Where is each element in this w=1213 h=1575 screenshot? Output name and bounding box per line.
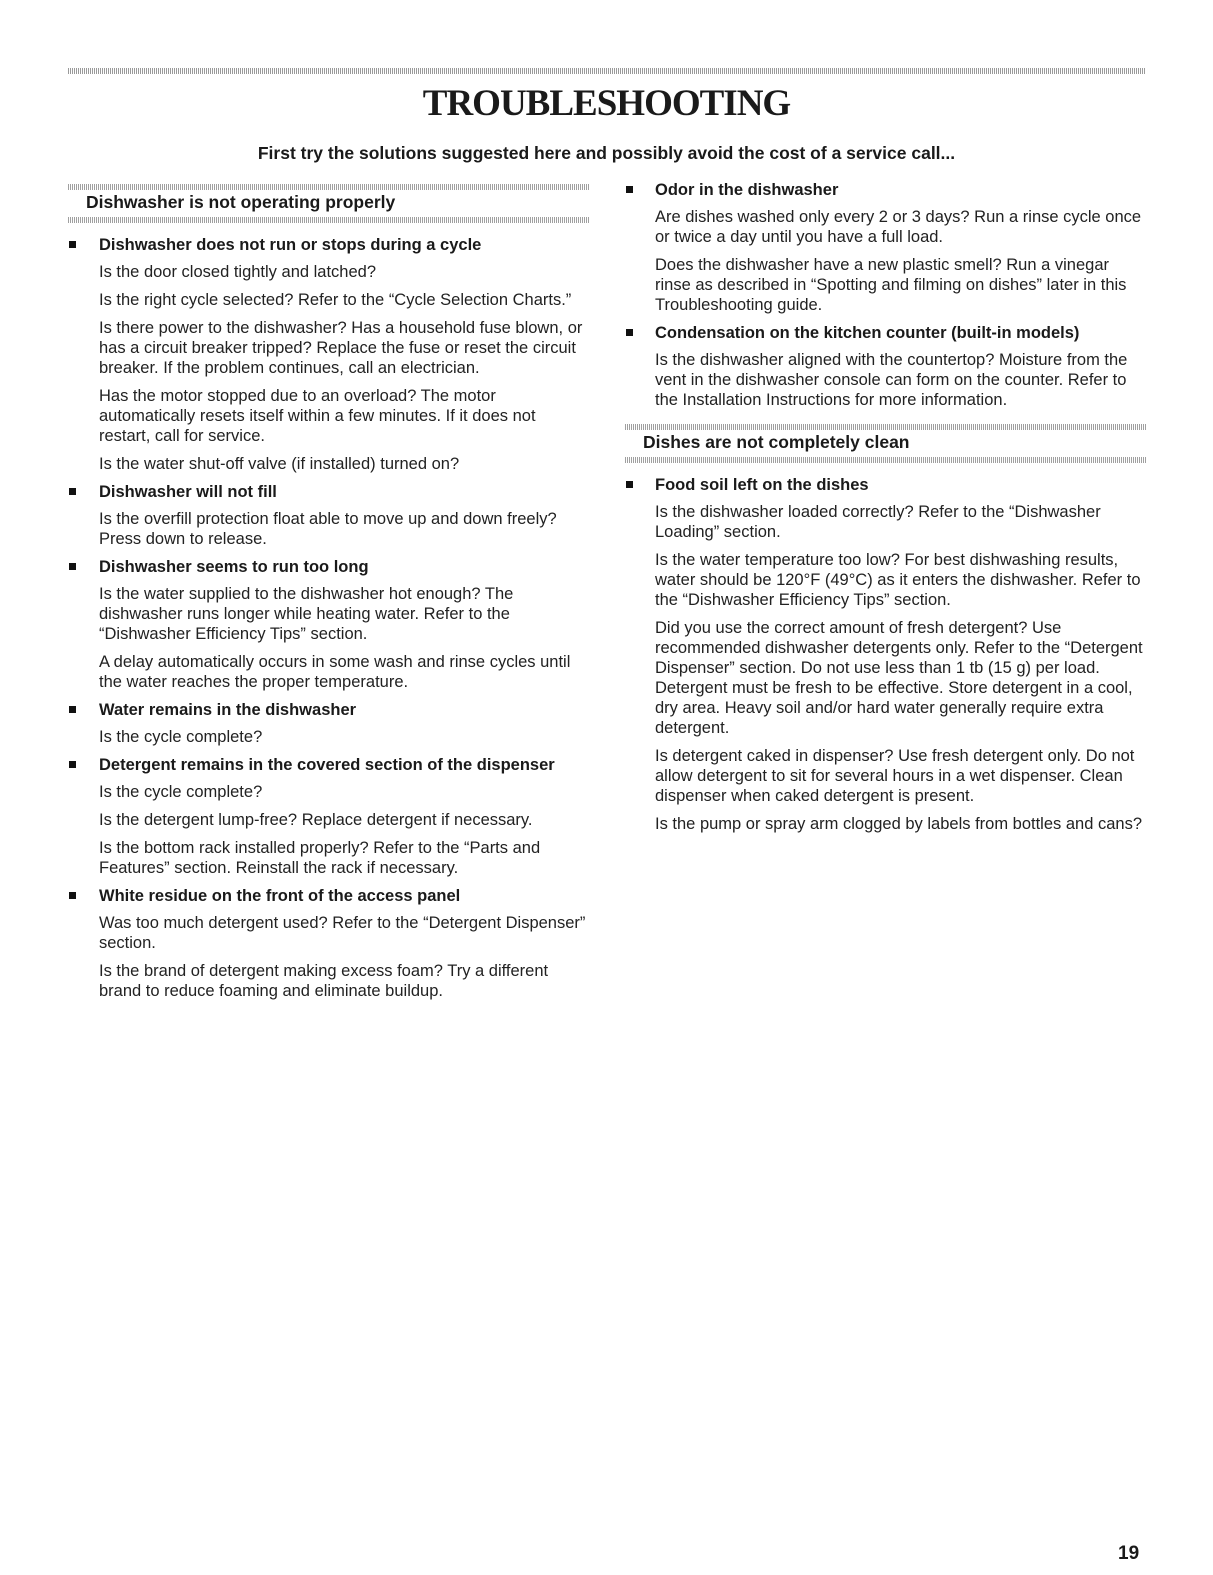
troubleshoot-item [68,482,590,549]
item-text: Is the door closed tightly and latched? [99,263,377,281]
bullet-icon [626,186,633,193]
top-divider [68,68,1146,74]
item-text: Is the pump or spray arm clogged by labels from bottles and cans? [655,815,1142,833]
troubleshoot-item [68,886,590,1001]
right-column [625,180,1147,842]
item-text: Is the water shut-off valve (if installed) turned on? [99,455,460,473]
item-text: Is the brand of detergent making excess foam? Try a different brand to reduce foaming and eliminate buildup. [99,962,549,1000]
troubleshoot-item [68,755,590,878]
page-subtitle: First try the solutions suggested here and possibly avoid the cost of a service call... [257,143,956,163]
section-heading-not-clean [625,420,1147,463]
bullet-icon [69,892,76,899]
item-text: Is there power to the dishwasher? Has a household fuse blown, or has a circuit breaker tripped? Replace the fuse or reset the circuit breaker. If the problem continues, call an electrician. [99,319,583,377]
troubleshoot-item [68,700,590,747]
item-heading: Condensation on the kitchen counter (built-in models) [625,323,1147,344]
bullet-icon [69,563,76,570]
troubleshoot-item [625,323,1147,410]
troubleshoot-item [625,475,1147,834]
troubleshoot-item [625,180,1147,315]
section-title: Dishwasher is not operating properly [86,192,396,212]
item-heading: White residue on the front of the access panel [68,886,590,907]
item-text: Is the overfill protection float able to move up and down freely? Press down to release. [99,510,557,548]
item-heading: Dishwasher will not fill [68,482,590,503]
troubleshoot-item [68,235,590,474]
item-heading: Water remains in the dishwasher [68,700,590,721]
item-text: Are dishes washed only every 2 or 3 days? Run a rinse cycle once or twice a day until you have a full load. [655,208,1142,246]
item-text: Is detergent caked in dispenser? Use fresh detergent only. Do not allow detergent to sit for several hours in a wet dispenser. Clean dispenser when caked detergent is present. [655,747,1135,805]
bullet-icon [69,761,76,768]
item-text: A delay automatically occurs in some wash and rinse cycles until the water reaches the proper temperature. [99,653,571,691]
item-text: Is the water supplied to the dishwasher hot enough? The dishwasher runs longer while heating water. Refer to the “Dishwasher Efficiency Tips” section. [99,585,514,643]
section-heading-not-operating [68,180,590,223]
item-text: Is the bottom rack installed properly? Refer to the “Parts and Features” section. Reinstall the rack if necessary. [99,839,541,877]
item-heading: Odor in the dishwasher [625,180,1147,201]
item-text: Is the dishwasher aligned with the countertop? Moisture from the vent in the dishwasher console can form on the counter. Refer to the Installation Instructions for more information. [655,351,1128,409]
item-heading: Detergent remains in the covered section of the dispenser [68,755,590,776]
item-text: Is the water temperature too low? For best dishwashing results, water should be 120°F (49°C) as it enters the dishwasher. Refer to the “Dishwasher Efficiency Tips” section. [655,551,1141,609]
bullet-icon [69,706,76,713]
item-text: Does the dishwasher have a new plastic smell? Run a vinegar rinse as described in “Spotting and filming on dishes” later in this Troubleshooting guide. [655,256,1127,314]
item-text: Is the right cycle selected? Refer to the “Cycle Selection Charts.” [99,291,572,309]
item-text: Is the cycle complete? [99,783,263,801]
item-heading: Dishwasher does not run or stops during a cycle [68,235,590,256]
troubleshoot-item [68,557,590,692]
item-heading: Dishwasher seems to run too long [68,557,590,578]
item-heading: Food soil left on the dishes [625,475,1147,496]
page-number: 19 [1118,1543,1140,1564]
bullet-icon [69,488,76,495]
bullet-icon [69,241,76,248]
item-text: Was too much detergent used? Refer to the “Detergent Dispenser” section. [99,914,586,952]
bullet-icon [626,481,633,488]
item-text: Has the motor stopped due to an overload? The motor automatically resets itself within a few minutes. If it does not restart, call for service. [99,387,536,445]
left-column [68,180,590,1009]
bullet-icon [626,329,633,336]
item-text: Did you use the correct amount of fresh detergent? Use recommended dishwasher detergents only. Refer to the “Detergent Dispenser” section. Do not use less than 1 tb (15 g) per load. Detergent must be fresh to be effective. Store detergent in a cool, dry area. Heavy soil and/or hard water generally require extra detergent. [655,619,1143,737]
item-text: Is the cycle complete? [99,728,263,746]
page-title: TROUBLESHOOTING [422,83,791,124]
item-text: Is the detergent lump-free? Replace detergent if necessary. [99,811,533,829]
section-title: Dishes are not completely clean [643,432,910,452]
item-text: Is the dishwasher loaded correctly? Refer to the “Dishwasher Loading” section. [655,503,1101,541]
